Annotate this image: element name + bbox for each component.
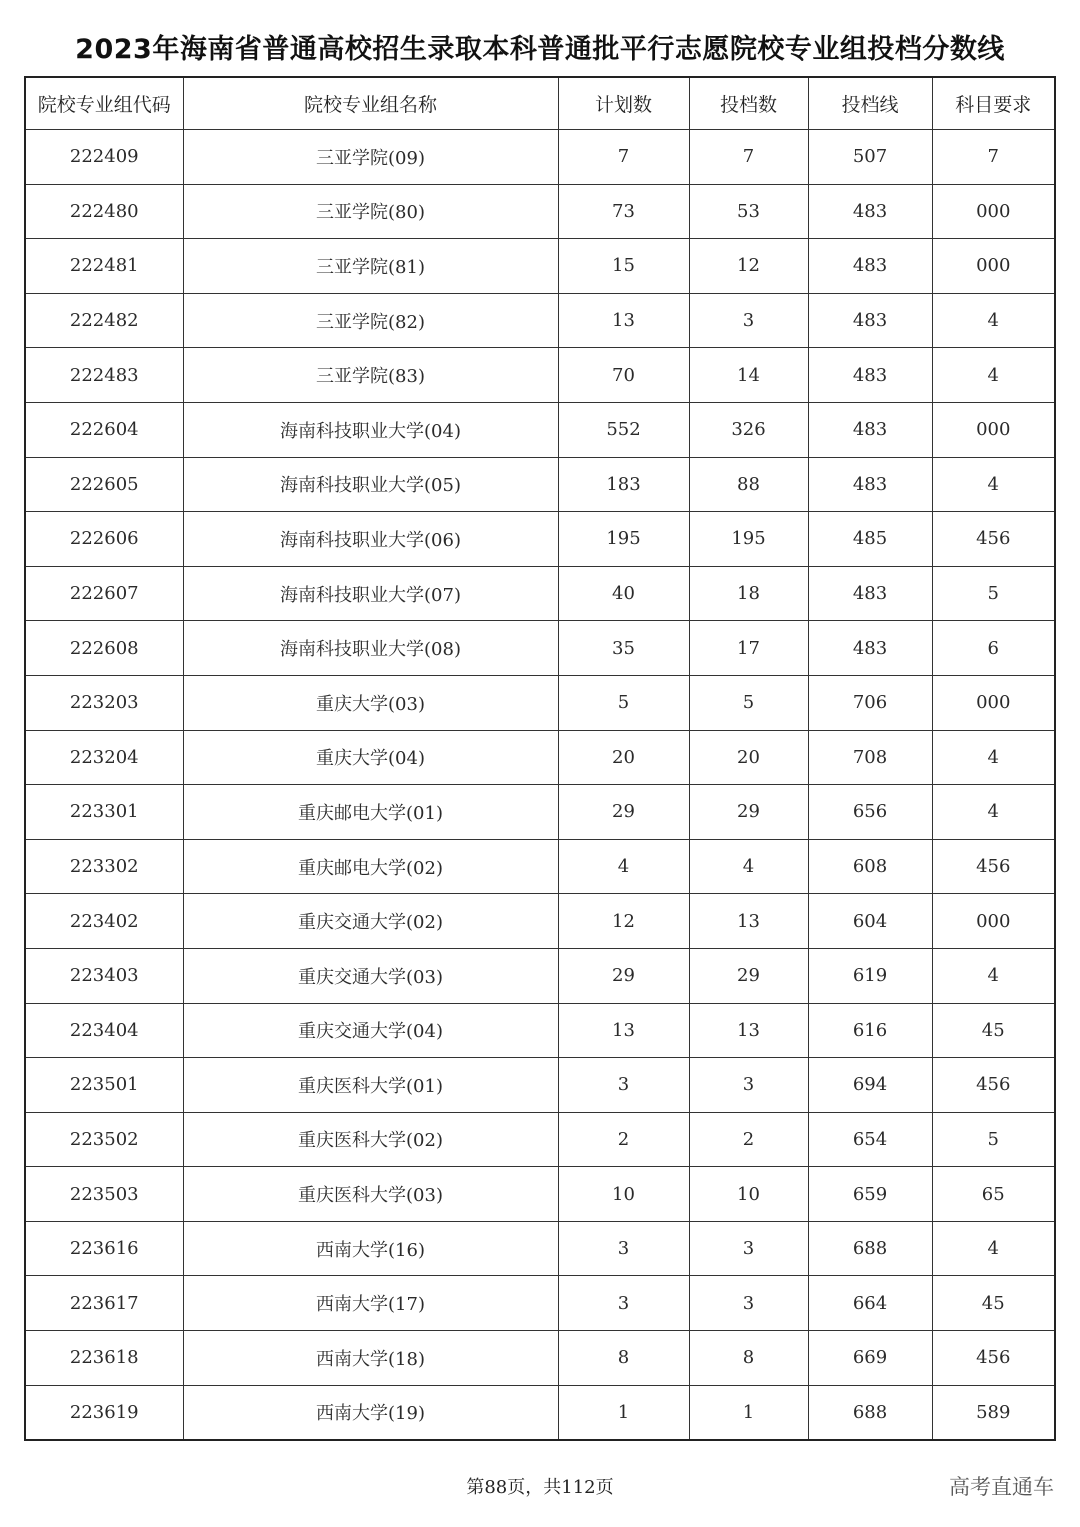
cell-group-code: 223203 bbox=[25, 675, 183, 730]
cell-cutoff-score: 604 bbox=[808, 894, 932, 949]
cell-subject-requirement: 45 bbox=[932, 1003, 1055, 1058]
cell-cutoff-score: 654 bbox=[808, 1112, 932, 1167]
table-row bbox=[25, 785, 1055, 840]
table-row bbox=[25, 1385, 1055, 1440]
cell-submitted-count: 53 bbox=[689, 184, 808, 239]
cell-group-name: 三亚学院(82) bbox=[183, 293, 558, 348]
cell-cutoff-score: 483 bbox=[808, 402, 932, 457]
cell-subject-requirement: 000 bbox=[932, 402, 1055, 457]
cell-plan-count: 3 bbox=[558, 1221, 689, 1276]
cell-plan-count: 2 bbox=[558, 1112, 689, 1167]
cell-group-name: 西南大学(19) bbox=[183, 1385, 558, 1440]
cell-subject-requirement: 4 bbox=[932, 293, 1055, 348]
cell-submitted-count: 1 bbox=[689, 1385, 808, 1440]
page-title: 2023年海南省普通高校招生录取本科普通批平行志愿院校专业组投档分数线 bbox=[75, 34, 1005, 65]
cell-submitted-count: 10 bbox=[689, 1167, 808, 1222]
cell-submitted-count: 2 bbox=[689, 1112, 808, 1167]
watermark-text: 高考直通车 bbox=[949, 1475, 1054, 1499]
cell-subject-requirement: 5 bbox=[932, 1112, 1055, 1167]
page-number-footer: 第88页，共112页 bbox=[466, 1477, 614, 1498]
cell-subject-requirement: 589 bbox=[932, 1385, 1055, 1440]
cell-subject-requirement: 456 bbox=[932, 839, 1055, 894]
cell-group-code: 222483 bbox=[25, 348, 183, 403]
cell-plan-count: 29 bbox=[558, 785, 689, 840]
table-row bbox=[25, 1003, 1055, 1058]
cell-subject-requirement: 5 bbox=[932, 566, 1055, 621]
cell-plan-count: 195 bbox=[558, 512, 689, 567]
table-row bbox=[25, 130, 1055, 185]
cell-plan-count: 3 bbox=[558, 1058, 689, 1113]
cell-plan-count: 7 bbox=[558, 130, 689, 185]
cell-plan-count: 1 bbox=[558, 1385, 689, 1440]
cell-group-name: 重庆交通大学(02) bbox=[183, 894, 558, 949]
cell-submitted-count: 29 bbox=[689, 948, 808, 1003]
cell-submitted-count: 14 bbox=[689, 348, 808, 403]
cell-group-name: 重庆大学(03) bbox=[183, 675, 558, 730]
cell-submitted-count: 17 bbox=[689, 621, 808, 676]
cell-group-code: 223617 bbox=[25, 1276, 183, 1331]
cell-group-code: 222409 bbox=[25, 130, 183, 185]
cell-cutoff-score: 664 bbox=[808, 1276, 932, 1331]
cell-cutoff-score: 616 bbox=[808, 1003, 932, 1058]
cell-subject-requirement: 4 bbox=[932, 457, 1055, 512]
cell-group-name: 海南科技职业大学(08) bbox=[183, 621, 558, 676]
table-row bbox=[25, 348, 1055, 403]
cell-group-code: 222604 bbox=[25, 402, 183, 457]
cell-group-name: 重庆医科大学(01) bbox=[183, 1058, 558, 1113]
cell-cutoff-score: 608 bbox=[808, 839, 932, 894]
cell-subject-requirement: 000 bbox=[932, 894, 1055, 949]
cell-group-name: 重庆医科大学(03) bbox=[183, 1167, 558, 1222]
cell-submitted-count: 13 bbox=[689, 894, 808, 949]
header-subject-requirement: 科目要求 bbox=[932, 77, 1055, 130]
cell-cutoff-score: 656 bbox=[808, 785, 932, 840]
cell-cutoff-score: 483 bbox=[808, 293, 932, 348]
cell-subject-requirement: 4 bbox=[932, 730, 1055, 785]
cell-group-name: 重庆邮电大学(01) bbox=[183, 785, 558, 840]
cell-subject-requirement: 45 bbox=[932, 1276, 1055, 1331]
cell-plan-count: 70 bbox=[558, 348, 689, 403]
cell-submitted-count: 195 bbox=[689, 512, 808, 567]
table-row bbox=[25, 894, 1055, 949]
cell-group-name: 三亚学院(80) bbox=[183, 184, 558, 239]
header-group-code: 院校专业组代码 bbox=[25, 77, 183, 130]
cell-group-name: 三亚学院(09) bbox=[183, 130, 558, 185]
cell-group-code: 223301 bbox=[25, 785, 183, 840]
cell-plan-count: 5 bbox=[558, 675, 689, 730]
cell-cutoff-score: 688 bbox=[808, 1221, 932, 1276]
table-row bbox=[25, 948, 1055, 1003]
cell-cutoff-score: 483 bbox=[808, 348, 932, 403]
table-header-row bbox=[25, 77, 1055, 130]
cell-submitted-count: 4 bbox=[689, 839, 808, 894]
cell-plan-count: 40 bbox=[558, 566, 689, 621]
cell-group-code: 223618 bbox=[25, 1331, 183, 1386]
cell-subject-requirement: 65 bbox=[932, 1167, 1055, 1222]
cell-plan-count: 73 bbox=[558, 184, 689, 239]
cell-plan-count: 4 bbox=[558, 839, 689, 894]
cell-cutoff-score: 483 bbox=[808, 621, 932, 676]
cell-submitted-count: 20 bbox=[689, 730, 808, 785]
cell-group-code: 223204 bbox=[25, 730, 183, 785]
cell-plan-count: 183 bbox=[558, 457, 689, 512]
cell-cutoff-score: 708 bbox=[808, 730, 932, 785]
cell-submitted-count: 13 bbox=[689, 1003, 808, 1058]
cell-cutoff-score: 507 bbox=[808, 130, 932, 185]
cell-cutoff-score: 483 bbox=[808, 184, 932, 239]
cell-group-name: 海南科技职业大学(05) bbox=[183, 457, 558, 512]
cell-group-name: 三亚学院(81) bbox=[183, 239, 558, 294]
cell-group-name: 三亚学院(83) bbox=[183, 348, 558, 403]
cell-plan-count: 15 bbox=[558, 239, 689, 294]
cell-group-code: 223501 bbox=[25, 1058, 183, 1113]
cell-group-name: 重庆医科大学(02) bbox=[183, 1112, 558, 1167]
table-row bbox=[25, 1167, 1055, 1222]
table-row bbox=[25, 675, 1055, 730]
cell-submitted-count: 3 bbox=[689, 1221, 808, 1276]
cell-plan-count: 20 bbox=[558, 730, 689, 785]
cell-group-name: 海南科技职业大学(04) bbox=[183, 402, 558, 457]
cell-group-code: 222481 bbox=[25, 239, 183, 294]
cell-subject-requirement: 000 bbox=[932, 675, 1055, 730]
cell-group-name: 重庆大学(04) bbox=[183, 730, 558, 785]
cell-subject-requirement: 456 bbox=[932, 1058, 1055, 1113]
cell-submitted-count: 29 bbox=[689, 785, 808, 840]
cell-cutoff-score: 483 bbox=[808, 457, 932, 512]
cell-cutoff-score: 688 bbox=[808, 1385, 932, 1440]
cell-cutoff-score: 706 bbox=[808, 675, 932, 730]
cell-subject-requirement: 456 bbox=[932, 512, 1055, 567]
header-cutoff-score: 投档线 bbox=[808, 77, 932, 130]
cell-group-name: 重庆邮电大学(02) bbox=[183, 839, 558, 894]
cell-plan-count: 35 bbox=[558, 621, 689, 676]
table-row bbox=[25, 1331, 1055, 1386]
table-row bbox=[25, 457, 1055, 512]
table-row bbox=[25, 566, 1055, 621]
cell-plan-count: 10 bbox=[558, 1167, 689, 1222]
cell-group-code: 223403 bbox=[25, 948, 183, 1003]
cell-plan-count: 13 bbox=[558, 293, 689, 348]
cell-submitted-count: 7 bbox=[689, 130, 808, 185]
cell-submitted-count: 18 bbox=[689, 566, 808, 621]
cell-group-code: 223404 bbox=[25, 1003, 183, 1058]
cell-group-code: 223402 bbox=[25, 894, 183, 949]
cell-subject-requirement: 4 bbox=[932, 785, 1055, 840]
table-row bbox=[25, 1112, 1055, 1167]
cell-submitted-count: 5 bbox=[689, 675, 808, 730]
table-row bbox=[25, 839, 1055, 894]
header-plan-count: 计划数 bbox=[558, 77, 689, 130]
table-body bbox=[25, 130, 1055, 1441]
cell-plan-count: 8 bbox=[558, 1331, 689, 1386]
table-row bbox=[25, 1058, 1055, 1113]
cell-group-code: 223619 bbox=[25, 1385, 183, 1440]
cell-submitted-count: 88 bbox=[689, 457, 808, 512]
table-row bbox=[25, 402, 1055, 457]
cell-submitted-count: 12 bbox=[689, 239, 808, 294]
cell-cutoff-score: 659 bbox=[808, 1167, 932, 1222]
header-group-name: 院校专业组名称 bbox=[183, 77, 558, 130]
cell-plan-count: 3 bbox=[558, 1276, 689, 1331]
cell-group-code: 222607 bbox=[25, 566, 183, 621]
cell-subject-requirement: 4 bbox=[932, 1221, 1055, 1276]
cell-group-name: 西南大学(18) bbox=[183, 1331, 558, 1386]
cell-group-code: 222608 bbox=[25, 621, 183, 676]
cell-subject-requirement: 000 bbox=[932, 239, 1055, 294]
table-row bbox=[25, 184, 1055, 239]
cell-group-code: 222480 bbox=[25, 184, 183, 239]
cell-submitted-count: 3 bbox=[689, 1058, 808, 1113]
table-row bbox=[25, 512, 1055, 567]
table-row bbox=[25, 730, 1055, 785]
cell-group-name: 西南大学(16) bbox=[183, 1221, 558, 1276]
cell-group-code: 222482 bbox=[25, 293, 183, 348]
cell-group-name: 海南科技职业大学(06) bbox=[183, 512, 558, 567]
cell-subject-requirement: 456 bbox=[932, 1331, 1055, 1386]
cell-group-code: 222605 bbox=[25, 457, 183, 512]
cell-submitted-count: 3 bbox=[689, 293, 808, 348]
table-row bbox=[25, 1221, 1055, 1276]
cell-group-name: 西南大学(17) bbox=[183, 1276, 558, 1331]
cell-submitted-count: 8 bbox=[689, 1331, 808, 1386]
cell-cutoff-score: 485 bbox=[808, 512, 932, 567]
table-row bbox=[25, 1276, 1055, 1331]
cell-subject-requirement: 7 bbox=[932, 130, 1055, 185]
cell-group-name: 海南科技职业大学(07) bbox=[183, 566, 558, 621]
cell-plan-count: 13 bbox=[558, 1003, 689, 1058]
table-row bbox=[25, 239, 1055, 294]
cell-plan-count: 12 bbox=[558, 894, 689, 949]
cell-subject-requirement: 4 bbox=[932, 348, 1055, 403]
cell-cutoff-score: 619 bbox=[808, 948, 932, 1003]
cell-plan-count: 552 bbox=[558, 402, 689, 457]
cell-cutoff-score: 669 bbox=[808, 1331, 932, 1386]
cell-cutoff-score: 483 bbox=[808, 566, 932, 621]
table-row bbox=[25, 293, 1055, 348]
cell-group-name: 重庆交通大学(03) bbox=[183, 948, 558, 1003]
cell-subject-requirement: 4 bbox=[932, 948, 1055, 1003]
cell-submitted-count: 326 bbox=[689, 402, 808, 457]
cell-group-code: 222606 bbox=[25, 512, 183, 567]
cell-group-name: 重庆交通大学(04) bbox=[183, 1003, 558, 1058]
cell-submitted-count: 3 bbox=[689, 1276, 808, 1331]
header-submitted-count: 投档数 bbox=[689, 77, 808, 130]
cell-group-code: 223502 bbox=[25, 1112, 183, 1167]
cell-subject-requirement: 000 bbox=[932, 184, 1055, 239]
cell-cutoff-score: 694 bbox=[808, 1058, 932, 1113]
cell-group-code: 223616 bbox=[25, 1221, 183, 1276]
table-row bbox=[25, 621, 1055, 676]
cell-group-code: 223503 bbox=[25, 1167, 183, 1222]
cell-plan-count: 29 bbox=[558, 948, 689, 1003]
admission-score-table bbox=[24, 76, 1056, 1441]
cell-cutoff-score: 483 bbox=[808, 239, 932, 294]
cell-group-code: 223302 bbox=[25, 839, 183, 894]
cell-subject-requirement: 6 bbox=[932, 621, 1055, 676]
